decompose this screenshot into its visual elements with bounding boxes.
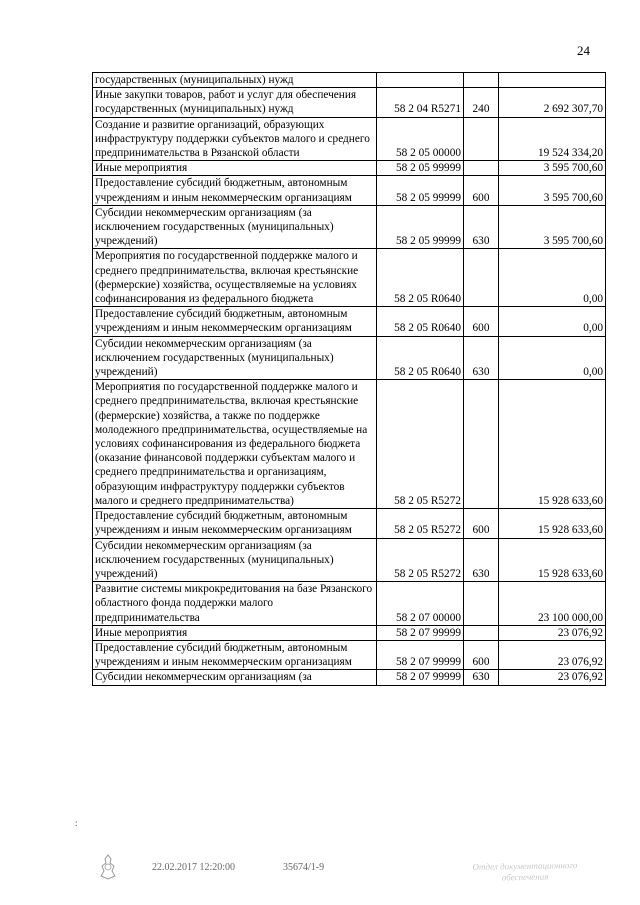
row-amount: 15 928 633,60 xyxy=(499,380,606,509)
page-number: 24 xyxy=(577,43,590,58)
row-name: Предоставление субсидий бюджетным, автономным учреждениям и иным некоммерческим организациям xyxy=(93,640,377,669)
seal-icon xyxy=(98,854,118,880)
margin-mark: : xyxy=(75,818,78,828)
row-amount: 0,00 xyxy=(499,307,606,336)
row-code xyxy=(377,73,464,88)
budget-table xyxy=(92,72,606,686)
row-type: 630 xyxy=(464,336,499,380)
row-code: 58 2 05 R5272 xyxy=(377,380,464,509)
row-code: 58 2 05 99999 xyxy=(377,205,464,249)
table-row xyxy=(93,336,606,380)
table-row xyxy=(93,307,606,336)
footer-timestamp: 22.02.2017 12:20:00 xyxy=(152,862,236,873)
row-amount: 23 076,92 xyxy=(499,625,606,640)
row-code: 58 2 05 R0640 xyxy=(377,307,464,336)
table-row xyxy=(93,88,606,117)
row-type xyxy=(464,582,499,626)
table-row xyxy=(93,380,606,509)
row-code: 58 2 07 00000 xyxy=(377,582,464,626)
row-amount: 0,00 xyxy=(499,336,606,380)
row-amount: 3 595 700,60 xyxy=(499,176,606,205)
row-code: 58 2 07 99999 xyxy=(377,640,464,669)
row-amount: 15 928 633,60 xyxy=(499,509,606,538)
row-code: 58 2 07 99999 xyxy=(377,625,464,640)
row-name: Иные мероприятия xyxy=(93,625,377,640)
row-type: 630 xyxy=(464,205,499,249)
table-row xyxy=(93,205,606,249)
row-type xyxy=(464,249,499,307)
row-amount: 15 928 633,60 xyxy=(499,538,606,582)
row-amount: 0,00 xyxy=(499,249,606,307)
row-code: 58 2 05 R0640 xyxy=(377,336,464,380)
row-amount: 3 595 700,60 xyxy=(499,161,606,176)
row-code: 58 2 07 99999 xyxy=(377,670,464,685)
row-code: 58 2 05 99999 xyxy=(377,176,464,205)
row-name: государственных (муниципальных) нужд xyxy=(93,73,377,88)
row-type: 600 xyxy=(464,176,499,205)
row-type xyxy=(464,625,499,640)
row-name: Иные закупки товаров, работ и услуг для обеспечения государственных (муниципальных) нужд xyxy=(93,88,377,117)
table-row xyxy=(93,117,606,161)
row-amount: 23 076,92 xyxy=(499,640,606,669)
row-type xyxy=(464,380,499,509)
footer-stamp: Отдел документационного обеспечения xyxy=(472,860,578,883)
row-name: Иные мероприятия xyxy=(93,161,377,176)
table-row xyxy=(93,670,606,685)
table-row xyxy=(93,509,606,538)
row-type: 240 xyxy=(464,88,499,117)
table-row xyxy=(93,582,606,626)
table-row xyxy=(93,625,606,640)
row-type xyxy=(464,73,499,88)
table-row xyxy=(93,249,606,307)
footer-document-number: 35674/1-9 xyxy=(283,862,325,873)
row-code: 58 2 05 00000 xyxy=(377,117,464,161)
row-name: Мероприятия по государственной поддержке малого и среднего предпринимательства, включая крестьянские (фермерские) хозяйства, осуществляемые на условиях софинансирования из федерального бюджета xyxy=(93,249,377,307)
row-name: Создание и развитие организаций, образующих инфраструктуру поддержки субъектов малого и среднего предпринимательства в Рязанской области xyxy=(93,117,377,161)
row-type: 600 xyxy=(464,640,499,669)
row-amount xyxy=(499,73,606,88)
row-name: Субсидии некоммерческим организациям (за исключением государственных (муниципальных) учреждений) xyxy=(93,336,377,380)
row-name: Мероприятия по государственной поддержке малого и среднего предпринимательства, включая крестьянские (фермерские) хозяйства, а также по поддержке молодежного предпринимательства, осуществляемые на условиях софинансирования из федерального бюджета (оказание финансовой поддержки субъектам малого и среднего предпринимательства и организациям, образующим инфраструктуру поддержки субъектов малого и среднего предпринимательства) xyxy=(93,380,377,509)
row-type: 630 xyxy=(464,538,499,582)
row-code: 58 2 05 R0640 xyxy=(377,249,464,307)
row-name: Предоставление субсидий бюджетным, автономным учреждениям и иным некоммерческим организациям xyxy=(93,509,377,538)
row-name: Субсидии некоммерческим организациям (за xyxy=(93,670,377,685)
row-code: 58 2 04 R5271 xyxy=(377,88,464,117)
row-type xyxy=(464,117,499,161)
row-name: Развитие системы микрокредитования на базе Рязанского областного фонда поддержки малого предпринимательства xyxy=(93,582,377,626)
row-name: Предоставление субсидий бюджетным, автономным учреждениям и иным некоммерческим организациям xyxy=(93,307,377,336)
page-footer xyxy=(0,862,640,892)
row-name: Субсидии некоммерческим организациям (за исключением государственных (муниципальных) учреждений) xyxy=(93,205,377,249)
row-type: 630 xyxy=(464,670,499,685)
row-name: Субсидии некоммерческим организациям (за исключением государственных (муниципальных) учреждений) xyxy=(93,538,377,582)
table-row xyxy=(93,73,606,88)
table-row xyxy=(93,640,606,669)
row-code: 58 2 05 R5272 xyxy=(377,509,464,538)
row-amount: 19 524 334,20 xyxy=(499,117,606,161)
row-type xyxy=(464,161,499,176)
row-code: 58 2 05 R5272 xyxy=(377,538,464,582)
row-type: 600 xyxy=(464,307,499,336)
row-amount: 23 076,92 xyxy=(499,670,606,685)
table-row xyxy=(93,176,606,205)
row-amount: 2 692 307,70 xyxy=(499,88,606,117)
table-row xyxy=(93,538,606,582)
budget-table-body xyxy=(93,73,606,686)
row-name: Предоставление субсидий бюджетным, автономным учреждениям и иным некоммерческим организациям xyxy=(93,176,377,205)
table-row xyxy=(93,161,606,176)
row-amount: 3 595 700,60 xyxy=(499,205,606,249)
row-type: 600 xyxy=(464,509,499,538)
row-amount: 23 100 000,00 xyxy=(499,582,606,626)
row-code: 58 2 05 99999 xyxy=(377,161,464,176)
